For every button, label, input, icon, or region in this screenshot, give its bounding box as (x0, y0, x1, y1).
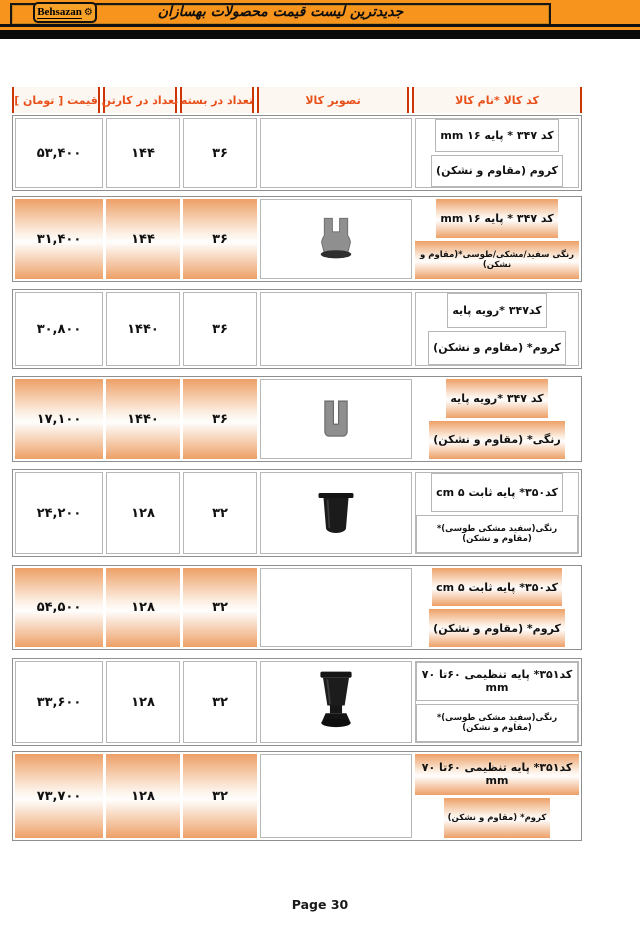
product-code-line: کد۳۴۷ *رویه پایه (447, 293, 546, 328)
header-per-carton: تعداد در کارتن (103, 87, 177, 113)
carton-value: ۱۴۴ (106, 199, 180, 279)
product-name-cell (415, 568, 579, 647)
fixed-cup-leg-image (260, 472, 412, 554)
product-variant-line: رنگی(سفید مشکی طوسی)* (مقاوم و نشکن) (416, 515, 578, 554)
pack-value: ۳۲ (183, 661, 257, 743)
carton-value: ۱۴۴ (106, 118, 180, 188)
adjustable-leg-icon (310, 667, 362, 737)
header-image: تصویر کالا (257, 87, 409, 113)
product-code-line: کد ۳۴۷ * پایه ۱۶ mm (435, 119, 558, 152)
pack-value: ۳۶ (183, 292, 257, 366)
product-variant-line: رنگی(سفید مشکی طوسی)* (مقاوم و نشکن) (416, 704, 578, 743)
table-row (12, 376, 582, 462)
product-name-cell (415, 754, 579, 838)
gear-icon: ⚙ (83, 6, 93, 18)
product-image-empty (260, 292, 412, 366)
pack-value: ۳۲ (183, 754, 257, 838)
product-code-line: کد ۳۴۷ *رویه پایه (446, 379, 547, 418)
carton-value: ۱۲۸ (106, 472, 180, 554)
carton-value: ۱۴۴۰ (106, 292, 180, 366)
carton-value: ۱۴۴۰ (106, 379, 180, 459)
banner-black-stripe (0, 30, 640, 39)
header-name: کد کالا *نام کالا (412, 87, 582, 113)
header-per-pack: تعداد در بسته (180, 87, 254, 113)
u-clip-leg-icon (309, 215, 363, 263)
table-row (12, 751, 582, 841)
product-image-empty (260, 568, 412, 647)
table-row (12, 289, 582, 369)
product-name-cell (415, 661, 579, 743)
product-code-line: کد۳۵۱* پایه تنظیمی ۶۰تا ۷۰ mm (416, 662, 578, 701)
adjustable-leg-image (260, 661, 412, 743)
table-header-row (12, 87, 582, 113)
price-table (12, 87, 582, 841)
product-name-cell (415, 472, 579, 554)
carton-value: ۱۲۸ (106, 661, 180, 743)
price-value: ۳۰,۸۰۰ (15, 292, 103, 366)
pack-value: ۳۲ (183, 472, 257, 554)
table-row (12, 658, 582, 746)
table-row (12, 115, 582, 191)
pack-value: ۳۶ (183, 379, 257, 459)
banner-orange-bar (0, 0, 640, 24)
behsazan-logo (33, 2, 97, 23)
pack-value: ۳۲ (183, 568, 257, 647)
product-code-line: کد۳۵۱* پایه تنظیمی ۶۰تا ۷۰ mm (415, 754, 579, 795)
product-name-cell (415, 118, 579, 188)
pack-value: ۳۶ (183, 118, 257, 188)
banner-title: جدیدترین لیست قیمت محصولات بهسازان (157, 4, 404, 20)
product-variant-line: رنگی سفید/مشکی/طوسی*(مقاوم و نشکن) (415, 241, 579, 280)
product-code-line: کد ۳۴۷ * پایه ۱۶ mm (436, 199, 557, 238)
price-value: ۵۳,۴۰۰ (15, 118, 103, 188)
product-code-line: کد۳۵۰* پایه ثابت ۵ cm (432, 568, 562, 606)
carton-value: ۱۲۸ (106, 568, 180, 647)
logo-text: Behsazan (37, 5, 82, 18)
product-name-cell (415, 199, 579, 279)
price-value: ۱۷,۱۰۰ (15, 379, 103, 459)
price-value: ۳۳,۶۰۰ (15, 661, 103, 743)
u-channel-cap-image (260, 379, 412, 459)
product-variant-line: کروم* (مقاوم و نشکن) (428, 331, 566, 366)
fixed-cup-leg-icon (311, 487, 361, 539)
product-image-empty (260, 118, 412, 188)
page-number: Page 30 (291, 897, 349, 912)
u-channel-cap-icon (312, 396, 360, 442)
price-value: ۳۱,۴۰۰ (15, 199, 103, 279)
top-banner (0, 0, 640, 39)
product-image-empty (260, 754, 412, 838)
product-code-line: کد۳۵۰* پایه ثابت ۵ cm (431, 473, 563, 512)
product-name-cell (415, 379, 579, 459)
product-variant-line: کروم* (مقاوم و نشکن) (429, 609, 565, 647)
carton-value: ۱۲۸ (106, 754, 180, 838)
price-value: ۷۳,۷۰۰ (15, 754, 103, 838)
product-name-cell (415, 292, 579, 366)
product-variant-line: کروم (مقاوم و نشکن) (431, 155, 563, 188)
product-variant-line: رنگی* (مقاوم و نشکن) (429, 421, 565, 460)
table-row (12, 469, 582, 557)
header-price: قیمت [ تومان ] (12, 87, 100, 113)
price-value: ۵۴,۵۰۰ (15, 568, 103, 647)
price-value: ۲۴,۲۰۰ (15, 472, 103, 554)
product-variant-line: کروم* (مقاوم و نشکن) (444, 798, 551, 839)
table-row (12, 196, 582, 282)
u-clip-leg-image (260, 199, 412, 279)
pack-value: ۳۶ (183, 199, 257, 279)
table-row (12, 565, 582, 650)
